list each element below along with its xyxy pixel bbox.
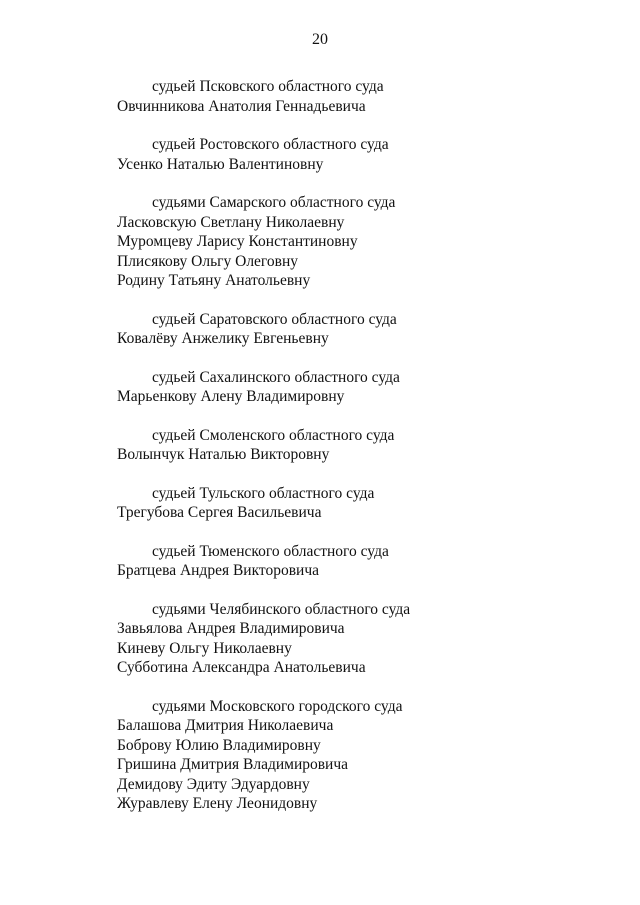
judge-name: Гришина Дмитрия Владимировича <box>117 756 349 773</box>
court-heading: судьей Псковского областного суда <box>152 78 384 95</box>
court-heading: судьями Самарского областного суда <box>152 194 396 211</box>
judge-name: Киневу Ольгу Николаевну <box>117 639 292 657</box>
court-section-tyumen <box>117 542 597 581</box>
court-heading: судьей Тюменского областного суда <box>152 542 389 560</box>
judge-name: Ласковскую Светлану Николаевну <box>117 213 345 231</box>
judge-name: Трегубова Сергея Васильевича <box>117 504 322 521</box>
court-heading: судьей Ростовского областного суда <box>152 136 389 153</box>
court-heading: судьей Тульского областного суда <box>152 484 375 502</box>
judge-name: Плисякову Ольгу Олеговну <box>117 252 299 270</box>
court-section-samara <box>117 193 597 291</box>
judge-name: Завьялова Андрея Владимировича <box>117 620 345 637</box>
judge-name: Усенко Наталью Валентиновну <box>117 155 324 173</box>
judge-name: Волынчук Наталью Викторовну <box>117 446 330 463</box>
appointment-list <box>117 77 597 833</box>
court-heading: судьями Челябинского областного суда <box>152 600 411 618</box>
court-heading: судьей Саратовского областного суда <box>152 310 397 328</box>
page-number: 20 <box>312 31 328 48</box>
judge-name: Балашова Дмитрия Николаевича <box>117 717 334 734</box>
court-section-moscow-city <box>117 697 597 814</box>
judge-name: Братцева Андрея Викторовича <box>117 562 320 579</box>
judge-name: Муромцеву Ларису Константиновну <box>117 233 358 250</box>
court-section-smolensk <box>117 426 597 465</box>
court-heading: судьями Московского городского суда <box>152 697 403 715</box>
judge-name: Ковалёву Анжелику Евгеньевну <box>117 330 329 347</box>
court-heading: судьей Сахалинского областного суда <box>152 368 400 386</box>
court-section-chelyabinsk <box>117 600 597 678</box>
court-section-tula <box>117 484 597 523</box>
judge-name: Субботина Александра Анатольевича <box>117 659 366 676</box>
court-heading: судьей Смоленского областного суда <box>152 426 395 444</box>
judge-name: Журавлеву Елену Леонидовну <box>117 795 318 812</box>
judge-name: Родину Татьяну Анатольевну <box>117 272 311 289</box>
court-section-pskov <box>117 77 597 116</box>
court-section-saratov <box>117 310 597 349</box>
judge-name: Овчинникова Анатолия Геннадьевича <box>117 97 366 115</box>
court-section-sakhalin <box>117 368 597 407</box>
judge-name: Марьенкову Алену Владимировну <box>117 388 345 405</box>
judge-name: Боброву Юлию Владимировну <box>117 736 321 754</box>
judge-name: Демидову Эдиту Эдуардовну <box>117 775 310 793</box>
court-section-rostov <box>117 135 597 174</box>
